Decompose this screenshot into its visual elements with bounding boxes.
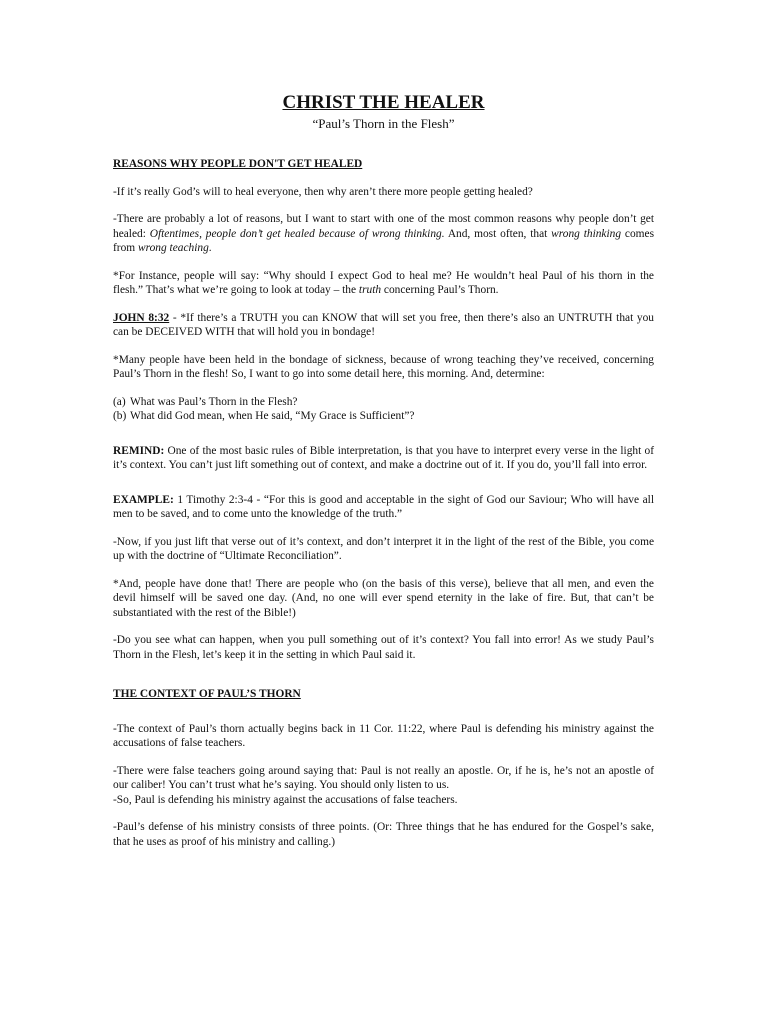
paragraph-defense: -Paul’s defense of his ministry consists of three points. (Or: Three things that he has endured for the Gospel’s sake, that he uses as proof of his ministry and calling.) — [113, 821, 654, 848]
document-body — [113, 92, 654, 849]
page-title: CHRIST THE HEALER — [282, 92, 485, 113]
paragraph-reasons: -There are probably a lot of reasons, but I want to start with one of the most common reasons why people don’t get healed: Oftentimes, people don’t get healed because of wrong thinking. And, most often, that wrong thinking comes from wrong teaching. — [113, 213, 654, 254]
list-item: (a) What was Paul’s Thorn in the Flesh? — [113, 395, 298, 408]
list-item: (b) What did God mean, when He said, “My Grace is Sufficient”? — [113, 410, 415, 422]
remind-label: REMIND: — [113, 444, 165, 457]
paragraph-context-begins: -The context of Paul’s thorn actually begins back in 11 Cor. 11:22, where Paul is defending his ministry against the accusations of false teachers. — [113, 722, 654, 749]
paragraph-false-teachers: -There were false teachers going around saying that: Paul is not really an apostle. Or, if he is, he’s not an apostle of our caliber! You can’t trust what he’s saying. You should only listen to us. — [113, 764, 654, 791]
paragraph-now: -Now, if you just lift that verse out of it’s context, and don’t interpret it in the light of the rest of the Bible, you come up with the doctrine of “Ultimate Reconciliation”. — [113, 535, 654, 562]
scripture-reference: JOHN 8:32 — [113, 311, 170, 324]
paragraph-remind: REMIND: One of the most basic rules of Bible interpretation, is that you have to interpret every verse in the light of it’s context. You can’t just lift something out of context, and make a doctrine out of it. If you do, you’ll fall into error. — [113, 444, 654, 471]
section-heading-context: THE CONTEXT OF PAUL’S THORN — [113, 688, 301, 700]
paragraph-bondage: *Many people have been held in the bondage of sickness, because of wrong teaching they’ve received, concerning Paul’s Thorn in the flesh! So, I want to go into some detail here, this morning. And, determine: — [113, 353, 654, 380]
paragraph-instance: *For Instance, people will say: “Why should I expect God to heal me? He wouldn’t heal Paul of his thorn in the flesh.” That’s what we’re going to look at today – the truth concerning Paul’s Thorn. — [113, 269, 654, 296]
paragraph-question: -If it’s really God’s will to heal everyone, then why aren’t there more people getting healed? — [113, 185, 533, 198]
paragraph-context-question: -Do you see what can happen, when you pull something out of it’s context? You fall into error! As we study Paul’s Thorn in the Flesh, let’s keep it in the setting in which Paul said it. — [113, 634, 654, 661]
section-heading-reasons: REASONS WHY PEOPLE DON'T GET HEALED — [113, 158, 363, 170]
page-subtitle: “Paul’s Thorn in the Flesh” — [312, 116, 455, 131]
paragraph-people: *And, people have done that! There are people who (on the basis of this verse), believe that all men, and even the devil himself will be saved one day. (And, no one will ever spend eternity in the lake of fire. But, that can’t be substantiated with the rest of the Bible!) — [113, 577, 654, 619]
example-label: EXAMPLE: — [113, 493, 174, 506]
paragraph-defending: -So, Paul is defending his ministry against the accusations of false teachers. — [113, 793, 458, 806]
paragraph-example: EXAMPLE: 1 Timothy 2:3-4 - “For this is good and acceptable in the sight of God our Saviour; Who will have all men to be saved, and to come unto the knowledge of the truth.” — [113, 493, 654, 520]
paragraph-john: JOHN 8:32 - *If there’s a TRUTH you can KNOW that will set you free, then there’s also an UNTRUTH that you can be DECEIVED WITH that will hold you in bondage! — [113, 311, 655, 338]
question-list — [113, 395, 654, 424]
